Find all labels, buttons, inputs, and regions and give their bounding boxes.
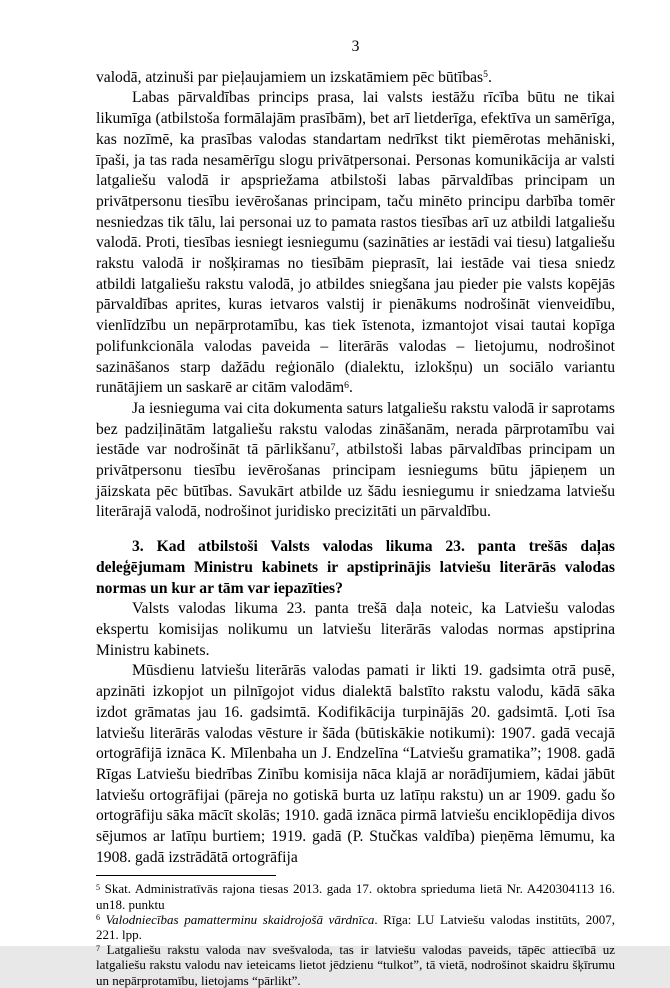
footnote-marker: 7 bbox=[96, 943, 101, 953]
footnote-ref: 6 bbox=[344, 379, 349, 391]
page-number: 3 bbox=[351, 38, 360, 55]
cited-work-title: Valodniecības pamatterminu skaidrojošā vārdnīca bbox=[105, 911, 375, 927]
body-paragraph: Ja iesnieguma vai cita dokumenta saturs latgaliešu rakstu valodā ir saprotams bez padziļinātām latgaliešu rakstu valodas zināšanām, nerada pārprotamību vai iestāde var nodrošināt tā pārlikšanu$^7$, atbilstoši labas pārvaldības principam un privātpersonu tiesību ievērošanas principam iesniegums būtu jāpieņem un jāizskata pēc būtības. Savukārt atbilde uz šādu iesniegumu ir sniedzama latviešu literārajā valodā, nodrošinot juridisko precizitāti un pārvaldību. bbox=[96, 399, 616, 521]
footnote-separator bbox=[96, 875, 276, 876]
body-paragraph: Mūsdienu latviešu literārās valodas pamati ir likti 19. gadsimta otrā pusē, apzināti izkopjot un pilnīgojot vidus dialektā balstīto rakstu valodu, kādā sāka izdot grāmatas jau 16. gadsimtā. Kodifikācija turpinājās 20. gadsimtā. Ļoti īsa latviešu literārās valodas vēsture ir šāda (būtiskākie notikumi): 1907. gadā vecajā ortogrāfijā iznāca K. Mīlenbaha un J. Endzelīna “Latviešu gramatika”; 1908. gadā Rīgas Latviešu biedrības Zinību komisija nāca klajā ar norādījumiem, kādai jābūt latviešu ortogrāfijai (pāreja no gotiskā burta uz latīņu rakstu) un ar 1909. gadu šo ortogrāfiju sāka mācīt skolās; 1910. gadā iznāca pirmā latviešu enciklopēdija divos sējumos ar latīņu burtiem; 1919. gadā (P. Stučkas valdība) pieņēma lēmumu, ka 1908. gadā izstrādātā ortogrāfija bbox=[96, 662, 615, 866]
footnote-ref: 5 bbox=[483, 69, 488, 81]
footnotes-section bbox=[96, 881, 615, 987]
body-paragraph: valodā, atzinuši par pieļaujamiem un izskatāmiem pēc būtības$^5$. bbox=[96, 68, 492, 86]
document-body bbox=[96, 68, 615, 869]
body-paragraph: Valsts valodas likuma 23. panta trešā daļa noteic, ka Latviešu valodas ekspertu komisijas nolikumu un latviešu literārās valodas normas apstiprina Ministru kabinets. bbox=[96, 600, 615, 659]
footnote: $^5$ Skat. Administratīvās rajona tiesas 2013. gada 17. oktobra sprieduma lietā Nr. A420304113 16. un18. punktu bbox=[96, 881, 615, 912]
footnote-marker: 6 bbox=[96, 913, 101, 923]
footnote-marker: 5 bbox=[96, 882, 101, 892]
footnote-ref: 7 bbox=[330, 442, 336, 454]
body-paragraph: Labas pārvaldības princips prasa, lai valsts iestāžu rīcība būtu ne tikai likumīga (atbilstoša formālajām prasībām), bet arī lietderīga, efektīva un samērīga, kas nozīmē, ka prasības valodas standartam nedrīkst tikt piemērotas mehāniski, īpaši, ja tas rada nesamērīgu slogu privātpersonai. Personas komunikācija ar valsti latgaliešu valodā ir apspriežama atbilstoši labas pārvaldības principam un privātpersonu tiesību ievērošanas principam, taču minēto principu darbība tomēr nesniedzas tik tālu, lai personai uz to pamata rastos tiesības arī uz atbildi latgaliešu valodā. Proti, tiesības iesniegt iesniegumu (sazināties ar iestādi vai tiesu) latgaliešu rakstu valodā ir nošķiramas no tiesībām pieprasīt, lai iestāde vai tiesa sniedz atbildi latgaliešu rakstu valodā, jo atbildes sniegšana jau pieder pie valsts kopējās pārvaldības aprites, kuras ietvaros valstij ir pienākums nodrošināt vienveidību, vienlīdzību un nepārprotamību, kas tiek īstenota, izmantojot visai tautai kopīga polifunkcionāla valodas paveida – literārās valodas – lietojumu, nodrošinot sazināšanos starp dažādu reģionālo (dialektu, izlokšņu) un sociālo variantu runātājiem un saskarē ar citām valodām$^6$. bbox=[96, 89, 615, 397]
section-heading: 3. Kad atbilstoši Valsts valodas likuma 23. panta trešās daļas deleģējumam Ministru kabinets ir apstiprinājis latviešu literārās valodas normas un kur ar tām var iepazīties? bbox=[96, 538, 615, 597]
page-content bbox=[96, 37, 615, 988]
footnote: $^6$ Valodniecības pamatterminu skaidrojošā vārdnīca. Rīga: LU Latviešu valodas institūts, 2007, 221. lpp. bbox=[96, 911, 616, 943]
footnote: $^7$ Latgaliešu rakstu valoda nav svešvaloda, tas ir latviešu valodas paveids, tāpēc attiecībā uz latgaliešu rakstu valodu nav ieteicams lietot jēdzienu “tulkot”, tā vietā, nodrošinot skaidru šķīrumu un nepārprotamību, lietojams “pārlikt”. bbox=[96, 942, 615, 988]
